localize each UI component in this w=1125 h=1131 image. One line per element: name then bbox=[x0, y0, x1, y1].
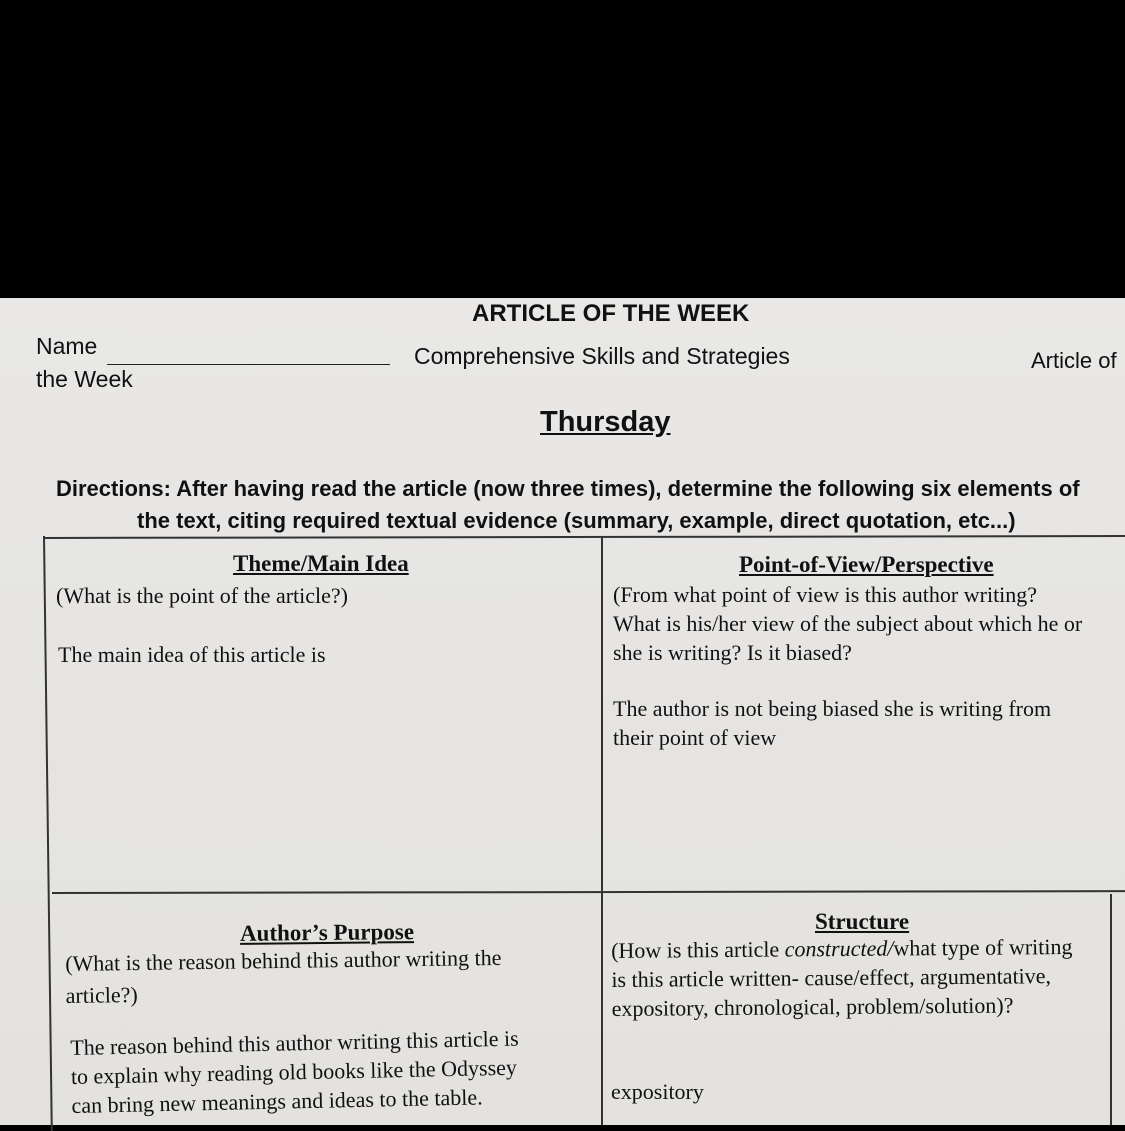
name-label: Name bbox=[36, 333, 98, 359]
pov-cell-prompt bbox=[613, 580, 1082, 667]
structure-prompt-post: what type of writing bbox=[893, 933, 1073, 961]
purpose-cell-prompt bbox=[65, 942, 502, 1012]
purpose-answer-line: can bring new meanings and ideas to the table. bbox=[71, 1084, 483, 1118]
purpose-answer-line: The reason behind this author writing this article is bbox=[70, 1025, 519, 1060]
structure-prompt-pre: (How is this article bbox=[611, 936, 785, 963]
structure-prompt-emphasis: constructed/ bbox=[784, 935, 894, 962]
pov-answer-line: The author is not being biased she is writing from bbox=[613, 696, 1052, 721]
structure-prompt-line bbox=[611, 932, 1073, 965]
purpose-prompt-line: article?) bbox=[65, 981, 138, 1008]
table-right-border bbox=[1110, 894, 1112, 1125]
week-label: the Week bbox=[36, 366, 133, 392]
purpose-cell-title: Author’s Purpose bbox=[239, 919, 415, 946]
theme-cell-answer[interactable]: The main idea of this article is bbox=[58, 642, 326, 667]
theme-cell-prompt: (What is the point of the article?) bbox=[56, 583, 348, 608]
pov-prompt-line: she is writing? Is it biased? bbox=[613, 640, 852, 665]
directions-line-2: the text, citing required textual evidence (summary, example, direct quotation, etc...) bbox=[137, 508, 1016, 533]
directions-line-1: Directions: After having read the article (now three times), determine the following six elements of bbox=[56, 476, 1080, 501]
worksheet-title: ARTICLE OF THE WEEK bbox=[472, 300, 750, 327]
structure-prompt-line: expository, chronological, problem/solution)? bbox=[611, 992, 1014, 1021]
table-left-border bbox=[43, 536, 53, 1131]
name-blank-line[interactable] bbox=[107, 364, 390, 365]
pov-prompt-line: What is his/her view of the subject about which he or bbox=[613, 611, 1083, 636]
purpose-cell-answer[interactable] bbox=[70, 1024, 520, 1120]
structure-cell-prompt bbox=[611, 932, 1073, 1023]
day-heading: Thursday bbox=[540, 406, 671, 438]
table-top-border bbox=[44, 535, 1125, 539]
table-middle-divider bbox=[601, 536, 603, 1125]
pov-prompt-line: (From what point of view is this author writing? bbox=[613, 582, 1038, 607]
structure-prompt-line: is this article written- cause/effect, argumentative, bbox=[611, 963, 1052, 992]
pov-answer-line: their point of view bbox=[613, 725, 777, 750]
pov-cell-answer[interactable] bbox=[613, 694, 1051, 752]
purpose-answer-line: to explain why reading old books like the Odyssey bbox=[70, 1054, 518, 1089]
article-of-label: Article of bbox=[1031, 348, 1117, 373]
worksheet-subtitle: Comprehensive Skills and Strategies bbox=[414, 343, 790, 369]
pov-cell-title: Point-of-View/Perspective bbox=[739, 552, 994, 577]
structure-cell-answer[interactable]: expository bbox=[611, 1079, 704, 1104]
structure-cell-title: Structure bbox=[815, 909, 910, 934]
purpose-prompt-line: (What is the reason behind this author writing the bbox=[65, 944, 502, 976]
table-row-divider bbox=[52, 890, 1125, 894]
worksheet-page bbox=[0, 298, 1125, 1125]
theme-cell-title: Theme/Main Idea bbox=[233, 551, 409, 576]
